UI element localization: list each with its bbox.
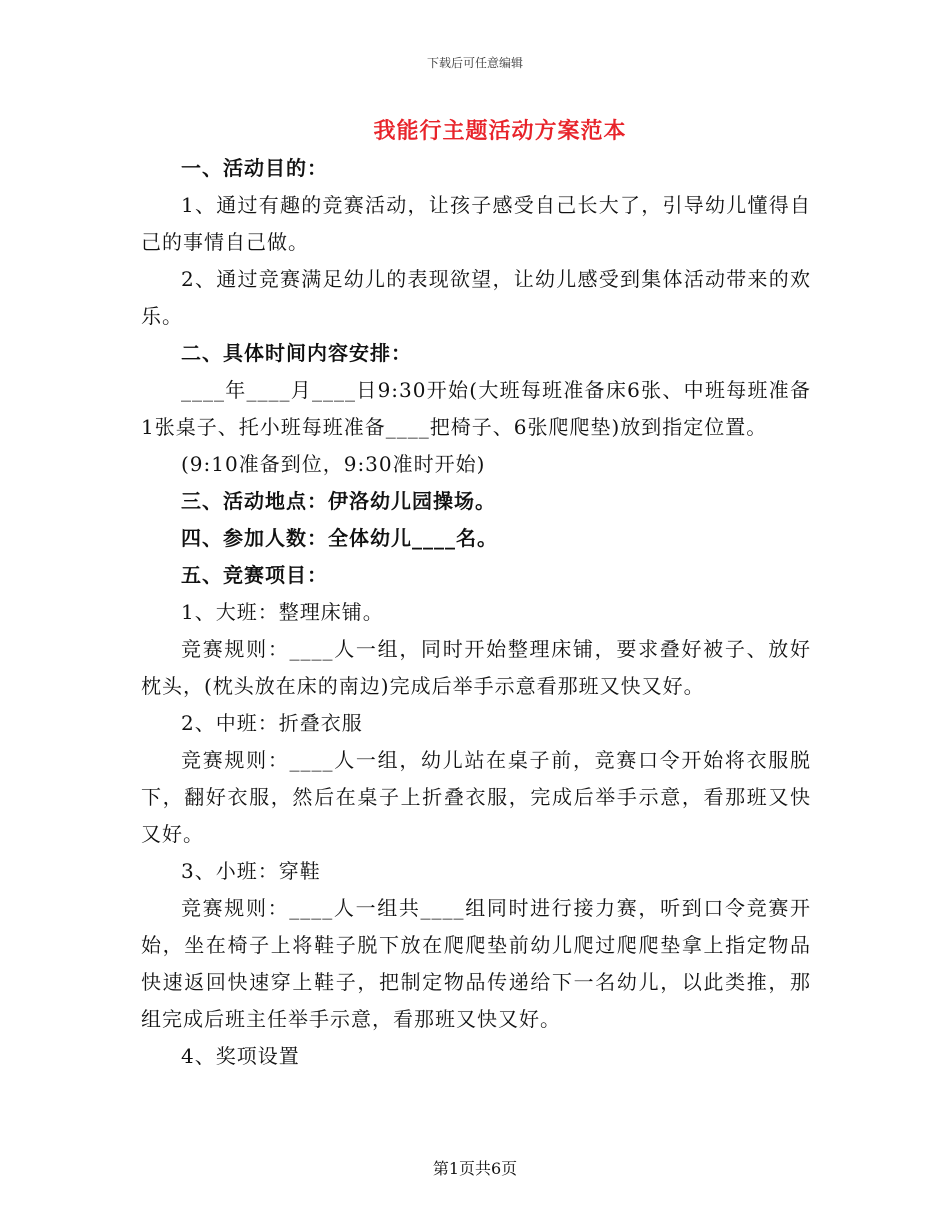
paragraph-event-middle-rules: 竞赛规则：____人一组，幼儿站在桌子前，竞赛口令开始将衣服脱下，翻好衣服，然后在桌子上折叠衣服，完成后举手示意，看那班又快又好。	[141, 748, 811, 846]
section-heading-events: 五、竞赛项目：	[181, 563, 328, 587]
document-body	[141, 150, 811, 1075]
page-number: 第1页共6页	[432, 1159, 518, 1178]
document-title: 我能行主题活动方案范本	[373, 118, 627, 144]
paragraph-event-junior-rules: 竞赛规则：____人一组共____组同时进行接力赛，听到口令竞赛开始，坐在椅子上将鞋子脱下放在爬爬垫前幼儿爬过爬爬垫拿上指定物品快速返回快速穿上鞋子，把制定物品传递给下一名幼儿，以此类推，那组完成后班主任举手示意，看那班又快又好。	[141, 896, 811, 1031]
paragraph-schedule-time: (9:10准备到位，9:30准时开始)	[181, 452, 486, 476]
section-heading-participants: 四、参加人数：全体幼儿____名。	[181, 526, 498, 550]
section-heading-schedule: 二、具体时间内容安排：	[181, 341, 412, 365]
paragraph-schedule: ____年____月____日9:30开始(大班每班准备床6张、中班每班准备1张桌子、托小班每班准备____把椅子、6张爬爬垫)放到指定位置。	[141, 378, 811, 439]
header-note: 下载后可任意编辑	[426, 56, 523, 70]
paragraph-event-junior: 3、小班：穿鞋	[181, 859, 321, 883]
paragraph-purpose-2: 2、通过竞赛满足幼儿的表现欲望，让幼儿感受到集体活动带来的欢乐。	[141, 267, 811, 328]
section-heading-purpose: 一、活动目的：	[181, 156, 328, 180]
section-heading-location: 三、活动地点：伊洛幼儿园操场。	[181, 489, 496, 513]
paragraph-awards: 4、奖项设置	[181, 1044, 300, 1068]
paragraph-event-senior-rules: 竞赛规则：____人一组，同时开始整理床铺，要求叠好被子、放好枕头，(枕头放在床的南边)完成后举手示意看那班又快又好。	[141, 637, 811, 698]
paragraph-event-senior: 1、大班：整理床铺。	[181, 600, 384, 624]
paragraph-purpose-1: 1、通过有趣的竞赛活动，让孩子感受自己长大了，引导幼儿懂得自己的事情自己做。	[141, 193, 811, 254]
paragraph-event-middle: 2、中班：折叠衣服	[181, 711, 363, 735]
